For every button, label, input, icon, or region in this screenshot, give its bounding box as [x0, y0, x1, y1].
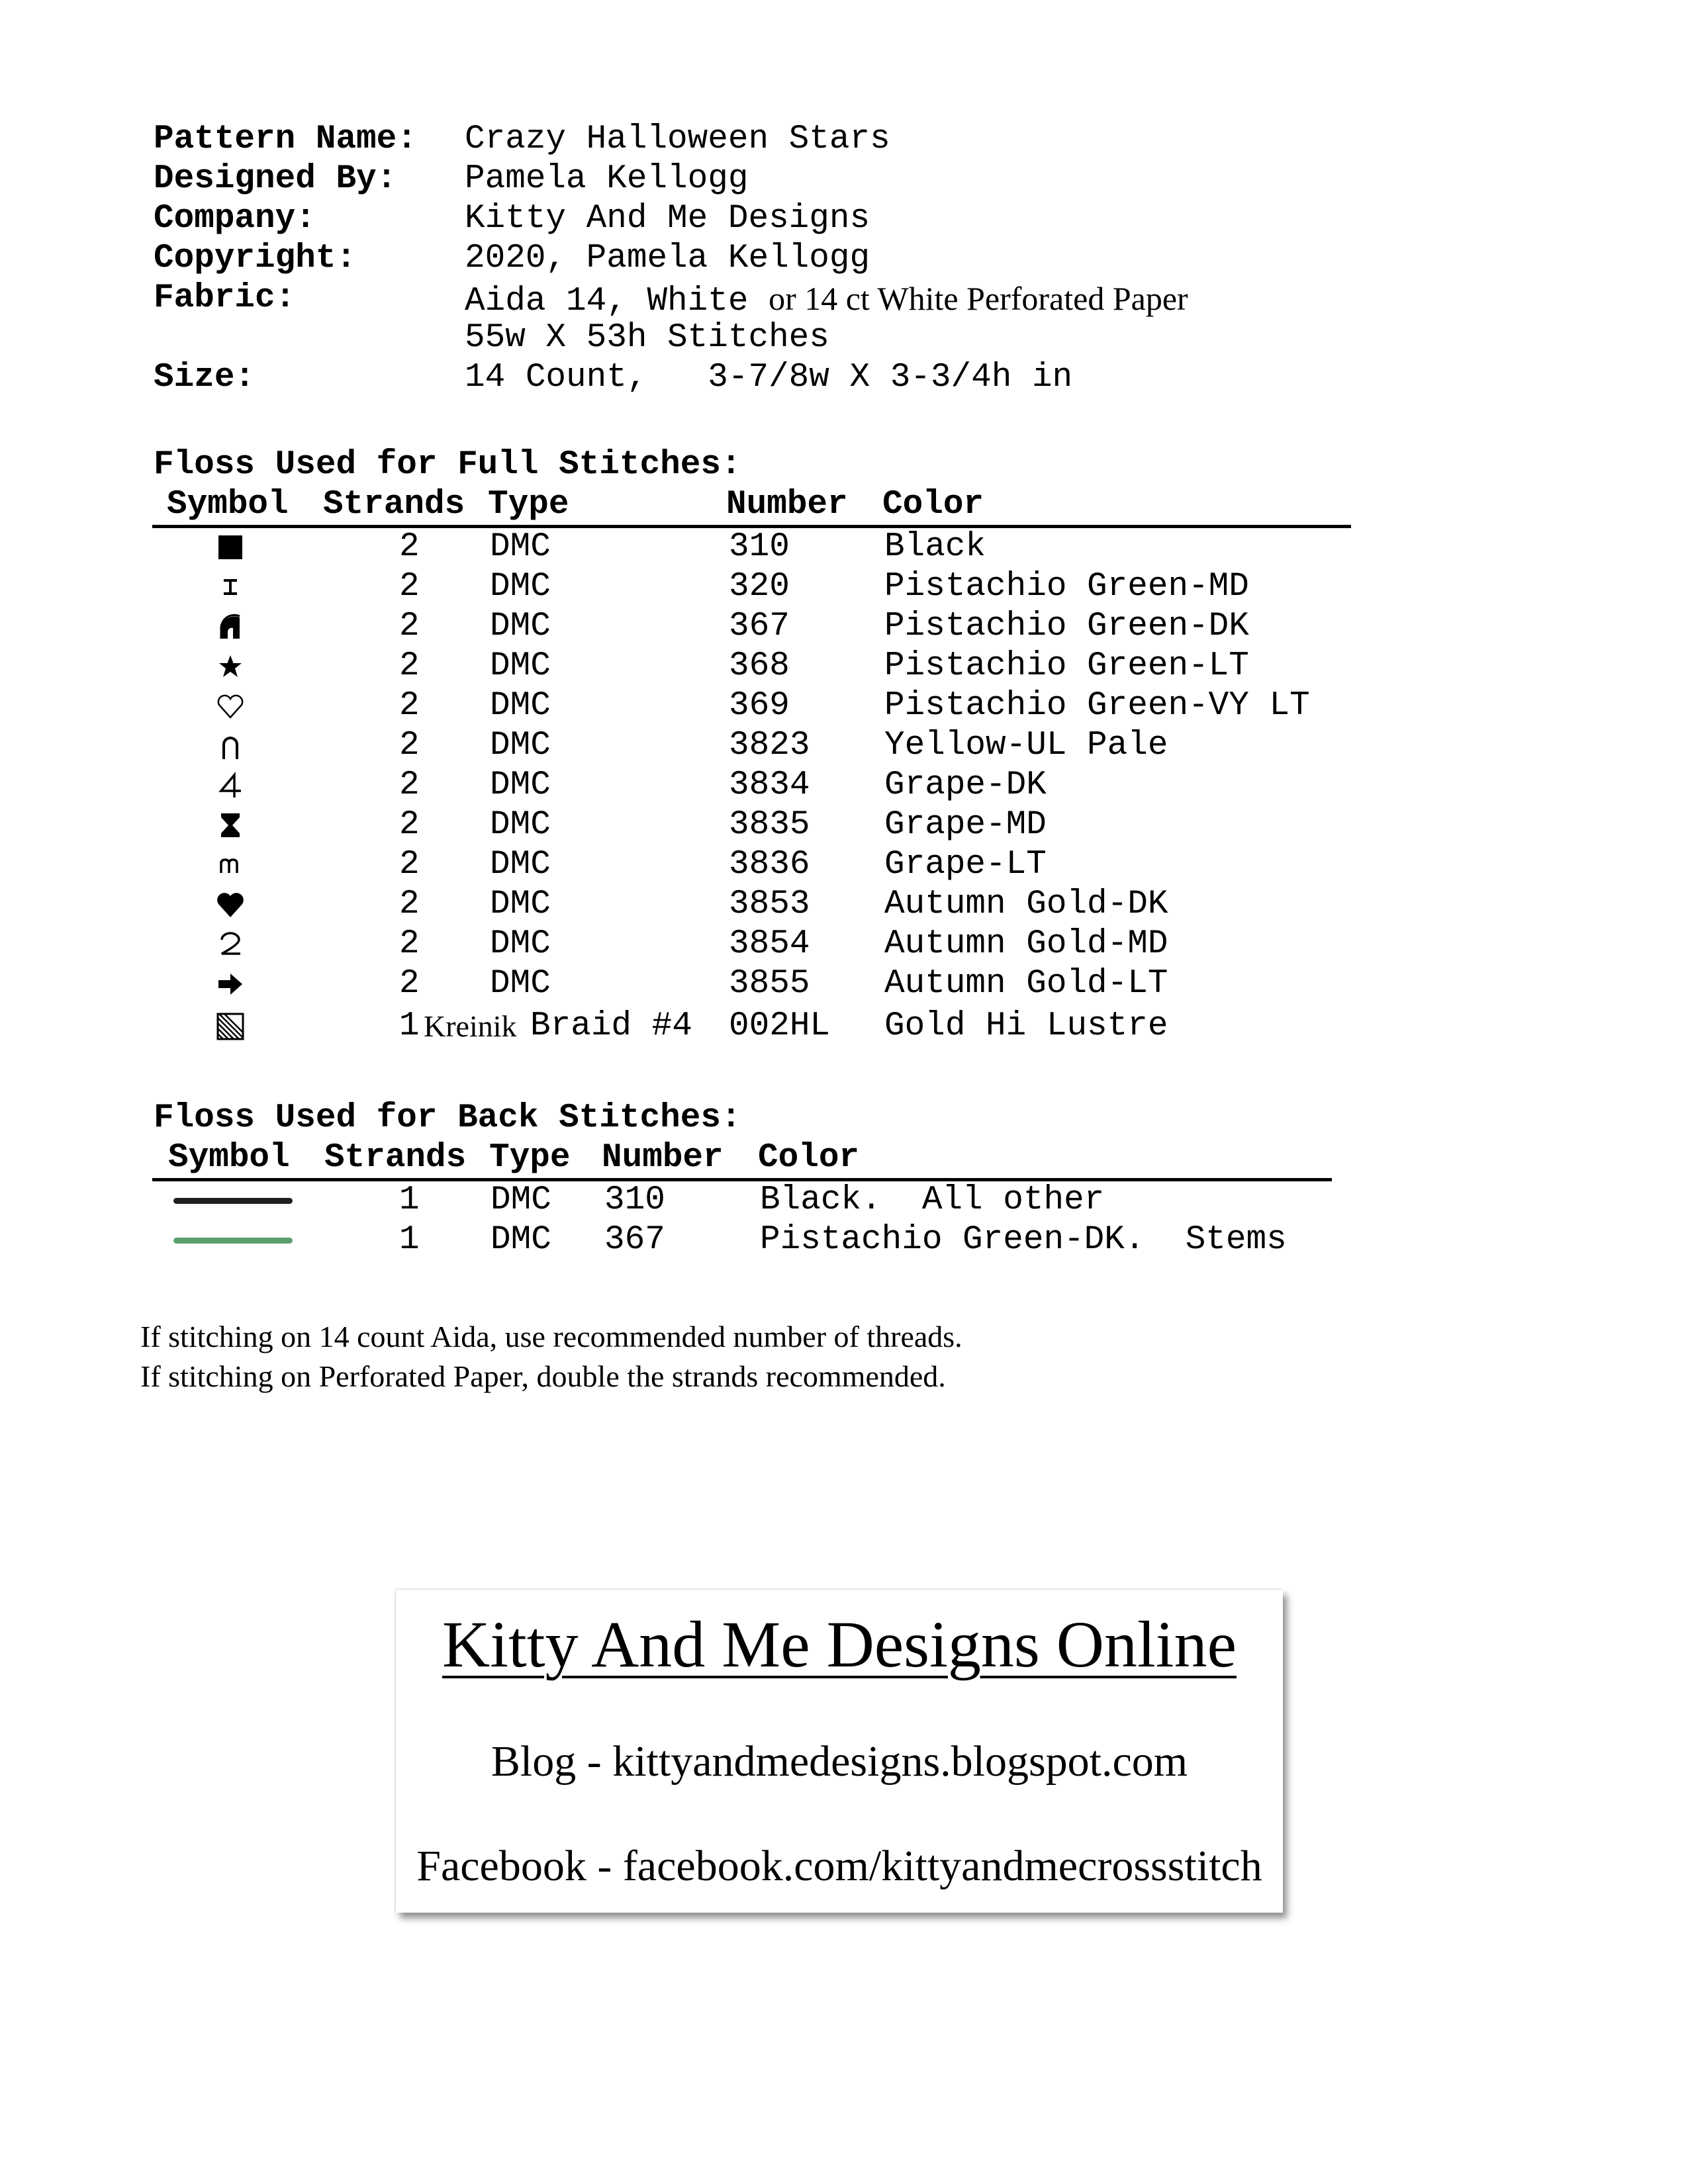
- type-value: DMC: [490, 687, 551, 725]
- type-value: Braid #4: [530, 1007, 692, 1045]
- facebook-link[interactable]: Facebook - facebook.com/kittyandmecrossstitch: [416, 1842, 1262, 1890]
- size-label: Size:: [154, 359, 256, 396]
- type-value: DMC: [490, 965, 551, 1003]
- strands-value: 2: [399, 766, 420, 804]
- note-aida: If stitching on 14 count Aida, use recommended number of threads.: [140, 1320, 962, 1353]
- copyright-label: Copyright:: [154, 240, 357, 277]
- type-value: DMC: [490, 925, 551, 963]
- full-header-color: Color: [882, 486, 984, 523]
- i-beam-icon: [211, 567, 250, 607]
- strands-value: 2: [399, 886, 420, 923]
- designed-by-value: Pamela Kellogg: [465, 160, 749, 198]
- number-value: 002HL: [729, 1007, 831, 1045]
- online-links-title-text: Kitty And Me Designs Online: [442, 1608, 1237, 1681]
- number-value: 310: [729, 528, 790, 566]
- back-header-type: Type: [489, 1139, 571, 1177]
- color-value: Pistachio Green-LT: [884, 647, 1249, 685]
- blog-link[interactable]: Blog - kittyandmedesigns.blogspot.com: [491, 1737, 1188, 1786]
- stitch-count-value: 55w X 53h Stitches: [465, 319, 829, 357]
- type-value: DMC: [490, 766, 551, 804]
- back-header-strands: Strands: [324, 1139, 467, 1177]
- type-value: DMC: [490, 727, 551, 764]
- fabric-extra: or 14 ct White Perforated Paper: [769, 280, 1188, 317]
- heart-outline-icon: [211, 686, 250, 726]
- color-value: Gold Hi Lustre: [884, 1007, 1168, 1045]
- company-label: Company:: [154, 200, 316, 238]
- color-value: Black. All other: [760, 1181, 1105, 1219]
- back-header-number: Number: [602, 1139, 724, 1177]
- number-value: 3836: [729, 846, 810, 884]
- online-links-box: [396, 1590, 1283, 1913]
- number-value: 3855: [729, 965, 810, 1003]
- star-icon: [211, 647, 250, 686]
- arrow-right-icon: [211, 964, 250, 1004]
- full-header-strands: Strands: [323, 486, 465, 523]
- back-header-color: Color: [758, 1139, 860, 1177]
- strands-value: 2: [399, 568, 420, 606]
- letter-m-icon: [211, 845, 250, 885]
- fabric-main: Aida 14, White: [465, 283, 749, 320]
- back-stitches-title: Floss Used for Back Stitches:: [154, 1099, 741, 1137]
- arch-icon: [211, 726, 250, 766]
- number-value: 3823: [729, 727, 810, 764]
- company-value: Kitty And Me Designs: [465, 200, 870, 238]
- fabric-label: Fabric:: [154, 279, 296, 317]
- strands-value: 1: [399, 1221, 420, 1259]
- color-value: Yellow-UL Pale: [884, 727, 1168, 764]
- strands-value: 2: [399, 806, 420, 844]
- digit-2-icon: [211, 925, 250, 964]
- number-value: 368: [729, 647, 790, 685]
- heart-filled-icon: [211, 885, 250, 925]
- strands-value: 2: [399, 528, 420, 566]
- strands-value: 2: [399, 965, 420, 1003]
- type-value: DMC: [490, 647, 551, 685]
- full-stitches-title: Floss Used for Full Stitches:: [154, 446, 741, 484]
- full-header-number: Number: [726, 486, 848, 523]
- type-value: DMC: [490, 528, 551, 566]
- number-value: 3834: [729, 766, 810, 804]
- note-perforated-paper: If stitching on Perforated Paper, double the strands recommended.: [140, 1359, 946, 1393]
- number-value: 369: [729, 687, 790, 725]
- number-value: 367: [604, 1221, 665, 1259]
- color-value: Autumn Gold-MD: [884, 925, 1168, 963]
- type-value: DMC: [491, 1181, 551, 1219]
- filled-square-icon: [211, 527, 250, 567]
- color-value: Autumn Gold-DK: [884, 886, 1168, 923]
- pattern-name-value: Crazy Halloween Stars: [465, 120, 890, 158]
- number-value: 310: [604, 1181, 665, 1219]
- hourglass-icon: [211, 805, 250, 845]
- color-value: Pistachio Green-VY LT: [884, 687, 1310, 725]
- color-value: Grape-DK: [884, 766, 1047, 804]
- copyright-value: 2020, Pamela Kellogg: [465, 240, 870, 277]
- color-value: Black: [884, 528, 986, 566]
- strands-value: 2: [399, 647, 420, 685]
- strands-value: 1: [399, 1181, 420, 1219]
- type-value: DMC: [490, 846, 551, 884]
- strands-value: 2: [399, 727, 420, 764]
- number-value: 3835: [729, 806, 810, 844]
- quarter-arch-icon: [211, 607, 250, 647]
- strands-value: 2: [399, 846, 420, 884]
- color-value: Pistachio Green-MD: [884, 568, 1249, 606]
- color-value: Pistachio Green-DK. Stems: [760, 1221, 1287, 1259]
- size-value: 14 Count, 3-7/8w X 3-3/4h in: [465, 359, 1073, 396]
- strands-value: 2: [399, 925, 420, 963]
- color-value: Autumn Gold-LT: [884, 965, 1168, 1003]
- color-value: Pistachio Green-DK: [884, 608, 1249, 645]
- type-value: DMC: [491, 1221, 551, 1259]
- pattern-name-label: Pattern Name:: [154, 120, 417, 158]
- strands-value: 2: [399, 687, 420, 725]
- full-header-symbol: Symbol: [167, 486, 289, 523]
- number-value: 367: [729, 608, 790, 645]
- number-value: 320: [729, 568, 790, 606]
- back-header-rule: [152, 1178, 1332, 1181]
- number-value: 3854: [729, 925, 810, 963]
- brand-value: Kreinik: [424, 1009, 517, 1043]
- type-value: DMC: [490, 886, 551, 923]
- strands-value: 2: [399, 608, 420, 645]
- fabric-value: [465, 279, 1188, 322]
- type-value: DMC: [490, 806, 551, 844]
- back-header-symbol: Symbol: [168, 1139, 290, 1177]
- backstitch-line-swatch: [173, 1198, 293, 1204]
- full-header-type: Type: [488, 486, 569, 523]
- type-value: DMC: [490, 568, 551, 606]
- hatched-square-icon: [211, 1007, 250, 1046]
- backstitch-line-swatch: [173, 1238, 293, 1244]
- online-links-title: [396, 1608, 1283, 1681]
- strands-value: 1: [399, 1007, 420, 1045]
- number-value: 3853: [729, 886, 810, 923]
- designed-by-label: Designed By:: [154, 160, 397, 198]
- color-value: Grape-MD: [884, 806, 1047, 844]
- type-value: DMC: [490, 608, 551, 645]
- digit-4-icon: [211, 766, 250, 805]
- color-value: Grape-LT: [884, 846, 1047, 884]
